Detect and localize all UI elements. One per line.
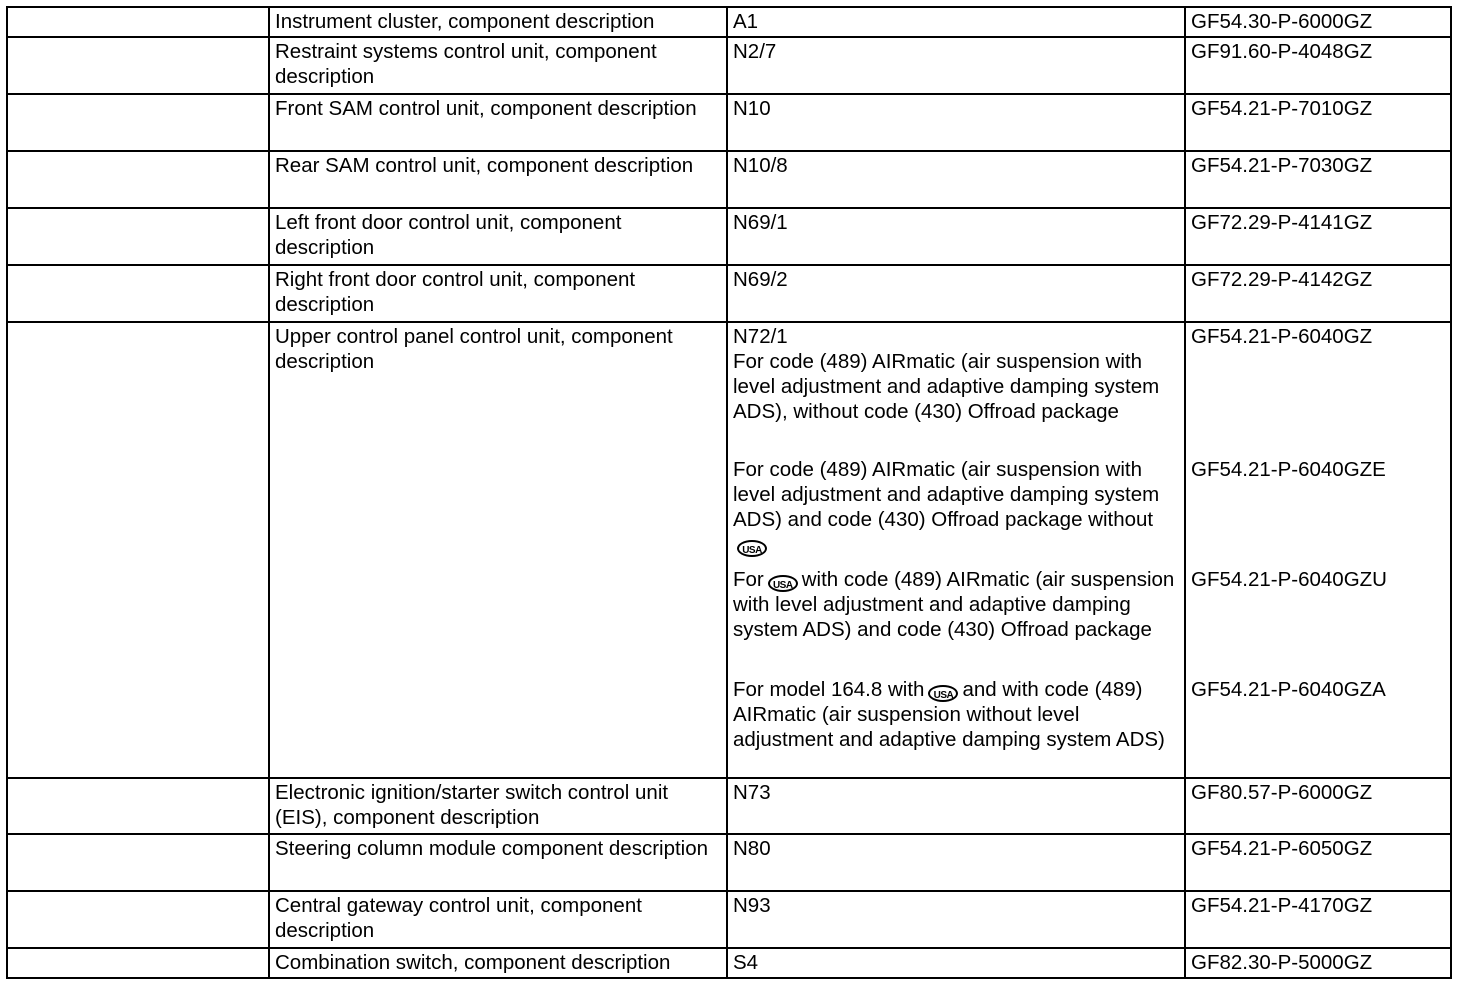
condition-cell: [727, 322, 1185, 451]
usa-oval-icon: USA: [768, 575, 798, 592]
table-row: [7, 94, 1451, 151]
document-cell: GF82.30-P-5000GZ: [1185, 948, 1451, 978]
code-cell: S4: [727, 948, 1185, 978]
variant-text: with code (489) AIRmatic (air suspension with level adjustment and adaptive damping system ADS) and code (430) Offroad package: [733, 568, 1175, 641]
empty-cell: [7, 778, 269, 834]
description-cell: Combination switch, component description: [269, 948, 727, 978]
description-cell: Restraint systems control unit, component description: [269, 37, 727, 94]
variant-text: For: [733, 568, 764, 591]
code-cell: N10: [727, 94, 1185, 151]
condition-cell: [727, 451, 1185, 561]
document-cell: GF54.30-P-6000GZ: [1185, 7, 1451, 37]
document-cell: GF80.57-P-6000GZ: [1185, 778, 1451, 834]
table-row: [7, 151, 1451, 208]
document-cell: GF72.29-P-4142GZ: [1185, 265, 1451, 322]
document-cell: GF54.21-P-6050GZ: [1185, 834, 1451, 891]
table-row: [7, 37, 1451, 94]
variant-text: For code (489) AIRmatic (air suspension with level adjustment and adaptive damping system ADS), without code (430) Offroad package: [733, 350, 1160, 423]
variant-text: For code (489) AIRmatic (air suspension with level adjustment and adaptive damping system ADS) and code (430) Offroad package without: [733, 458, 1160, 531]
table-row: [7, 322, 1451, 451]
empty-cell: [7, 834, 269, 891]
empty-cell: [7, 7, 269, 37]
document-cell: GF54.21-P-6040GZ: [1185, 322, 1451, 451]
empty-cell: [7, 37, 269, 94]
table-row: [7, 208, 1451, 265]
document-cell: GF54.21-P-6040GZA: [1185, 671, 1451, 778]
component-table: [6, 6, 1452, 979]
code-cell: N10/8: [727, 151, 1185, 208]
code-cell: N69/2: [727, 265, 1185, 322]
table-row: [7, 834, 1451, 891]
empty-cell: [7, 322, 269, 778]
table-row: [7, 778, 1451, 834]
empty-cell: [7, 891, 269, 948]
code-text: N72/1: [733, 325, 788, 348]
document-cell: GF91.60-P-4048GZ: [1185, 37, 1451, 94]
code-cell: A1: [727, 7, 1185, 37]
usa-oval-icon: USA: [737, 540, 767, 557]
description-cell: Steering column module component description: [269, 834, 727, 891]
condition-cell: [727, 561, 1185, 671]
code-cell: N2/7: [727, 37, 1185, 94]
code-cell: N80: [727, 834, 1185, 891]
empty-cell: [7, 208, 269, 265]
document-cell: GF54.21-P-6040GZU: [1185, 561, 1451, 671]
description-cell: Central gateway control unit, component description: [269, 891, 727, 948]
variant-text: and with code (489) AIRmatic (air suspension without level adjustment and adaptive damping system ADS): [733, 678, 1165, 751]
empty-cell: [7, 151, 269, 208]
table-row: [7, 891, 1451, 948]
document-cell: GF54.21-P-4170GZ: [1185, 891, 1451, 948]
condition-cell: [727, 671, 1185, 778]
document-cell: GF72.29-P-4141GZ: [1185, 208, 1451, 265]
description-cell: Rear SAM control unit, component description: [269, 151, 727, 208]
document-cell: GF54.21-P-6040GZE: [1185, 451, 1451, 561]
empty-cell: [7, 948, 269, 978]
description-cell: Upper control panel control unit, component description: [269, 322, 727, 778]
variant-text: For model 164.8 with: [733, 678, 925, 701]
table-row: [7, 948, 1451, 978]
document-cell: GF54.21-P-7030GZ: [1185, 151, 1451, 208]
document-cell: GF54.21-P-7010GZ: [1185, 94, 1451, 151]
code-cell: N73: [727, 778, 1185, 834]
code-cell: N93: [727, 891, 1185, 948]
empty-cell: [7, 94, 269, 151]
usa-oval-icon: USA: [928, 685, 958, 702]
description-cell: Instrument cluster, component description: [269, 7, 727, 37]
description-cell: Right front door control unit, component description: [269, 265, 727, 322]
description-cell: Electronic ignition/starter switch control unit (EIS), component description: [269, 778, 727, 834]
code-cell: N69/1: [727, 208, 1185, 265]
empty-cell: [7, 265, 269, 322]
table-row: [7, 265, 1451, 322]
description-cell: Front SAM control unit, component description: [269, 94, 727, 151]
table-row: [7, 7, 1451, 37]
description-cell: Left front door control unit, component description: [269, 208, 727, 265]
